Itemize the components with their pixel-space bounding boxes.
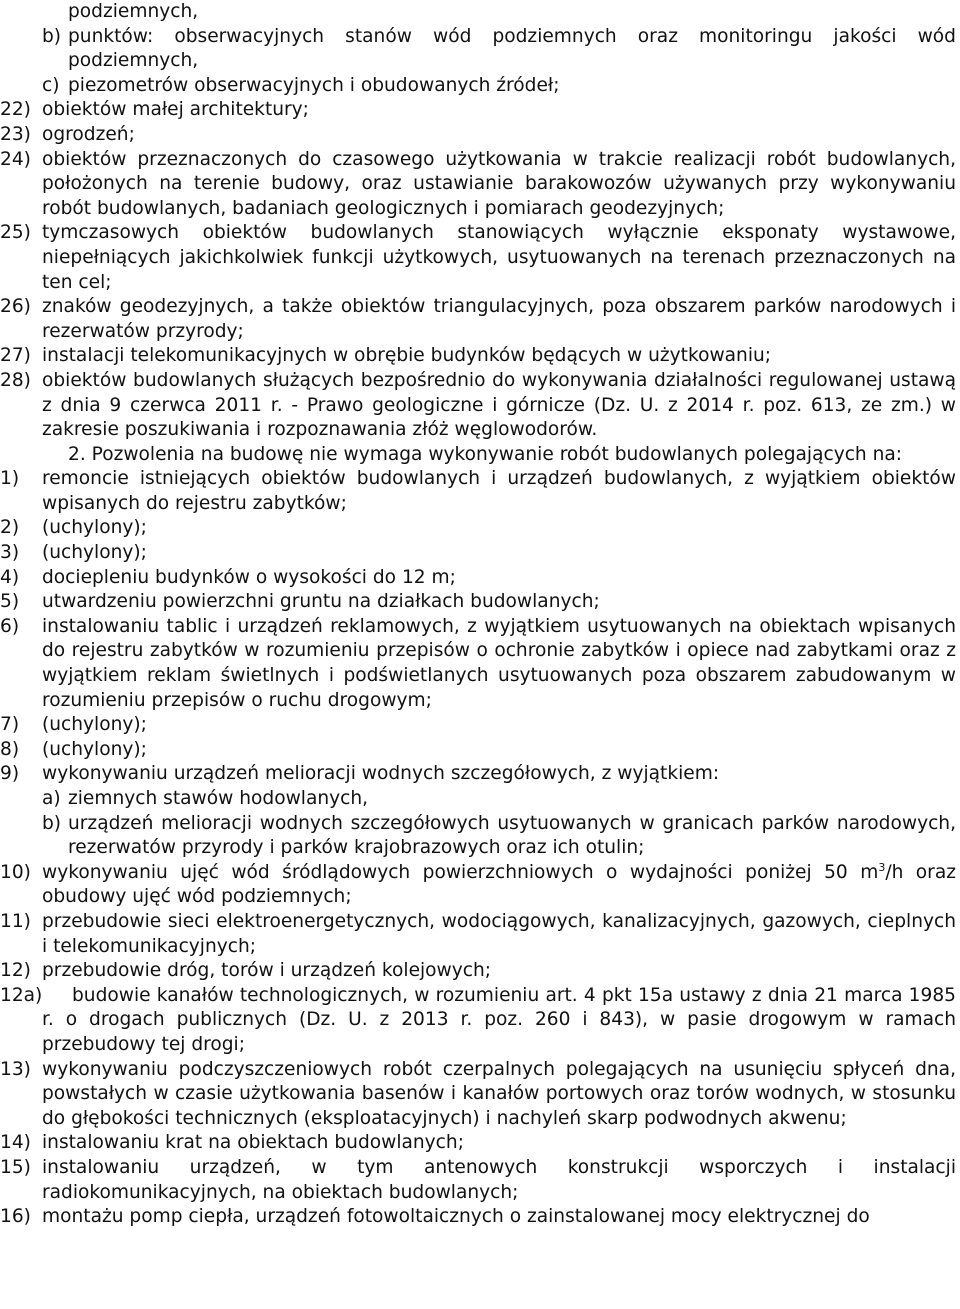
list-item xyxy=(0,123,956,148)
list-item-text-part: /h oraz obudowy ujęć wód podziemnych; xyxy=(42,861,956,908)
list-item-text: punktów: obserwacyjnych stanów wód podziemnych oraz monitoringu jakości wód podziemnych, xyxy=(68,25,956,72)
list-item-text: montażu pomp ciepła, urządzeń fotowoltaicznych o zainstalowanej mocy elektrycznej do xyxy=(42,1206,870,1228)
list-item-text: tymczasowych obiektów budowlanych stanowiących wyłącznie eksponaty wystawowe, niepełniących jakichkolwiek funkcji użytkowych, usytuowanych na terenach przeznaczonych na ten cel; xyxy=(42,222,956,293)
list-marker: c) xyxy=(42,74,60,96)
list-marker: b) xyxy=(42,25,62,47)
list-marker: 12a) xyxy=(0,984,43,1006)
list-item xyxy=(0,984,956,1058)
list-marker: 4) xyxy=(0,566,20,588)
list-marker: 16) xyxy=(0,1206,31,1228)
list-item xyxy=(0,787,956,812)
list-item xyxy=(0,221,956,295)
list-item-text: (uchylony); xyxy=(42,714,147,736)
list-item xyxy=(0,615,956,713)
list-marker: a) xyxy=(42,788,61,809)
list-item xyxy=(0,566,956,591)
list-item xyxy=(0,812,956,861)
list-marker: 11) xyxy=(0,910,31,932)
list-marker: 3) xyxy=(0,542,20,564)
list-marker: b) xyxy=(42,812,62,834)
list-item-text: remoncie istniejących obiektów budowlanych i urządzeń budowlanych, z wyjątkiem obiektów wpisanych do rejestru zabytków; xyxy=(42,468,956,514)
list-item-text: (uchylony); xyxy=(42,542,147,564)
list-item xyxy=(0,1131,956,1156)
list-item-text: wykonywaniu urządzeń melioracji wodnych szczegółowych, z wyjątkiem: xyxy=(42,763,720,785)
list-marker: 12) xyxy=(0,960,31,982)
list-item xyxy=(0,590,956,615)
list-item-text: instalowaniu krat na obiektach budowlanych; xyxy=(42,1132,464,1154)
list-item-text: wykonywaniu podczyszczeniowych robót czerpalnych polegających na usunięciu spłyceń dna, powstałych w czasie użytkowania basenów i kanałów portowych oraz torów wodnych, w stosunku do głębokości technicznych (eksploatacyjnych) i nachyleń skarp podwodnych akwenu; xyxy=(42,1058,956,1129)
list-item-text xyxy=(0,861,956,910)
list-item xyxy=(0,344,956,369)
list-marker: 5) xyxy=(0,591,20,613)
list-marker: 13) xyxy=(0,1058,31,1080)
section-paragraph xyxy=(0,443,956,468)
list-item xyxy=(0,541,956,566)
list-item xyxy=(0,1205,956,1230)
list-item-text: instalowaniu urządzeń, w tym antenowych konstrukcji wsporczych i instalacji radiokomunikacyjnych, na obiektach budowlanych; xyxy=(42,1156,956,1203)
list-marker: 27) xyxy=(0,345,31,367)
list-item xyxy=(0,74,956,99)
list-marker: 22) xyxy=(0,99,31,121)
list-item-text: obiektów małej architektury; xyxy=(42,99,309,121)
list-marker: 7) xyxy=(0,714,20,736)
list-item-text: (uchylony); xyxy=(42,738,147,760)
list-marker: 8) xyxy=(0,738,20,760)
list-item xyxy=(0,295,956,344)
list-marker: 14) xyxy=(0,1132,31,1154)
list-item-text: (uchylony); xyxy=(42,517,147,539)
list-marker: 6) xyxy=(0,615,20,637)
list-item xyxy=(0,1058,956,1132)
list-marker: 24) xyxy=(0,148,31,170)
list-item xyxy=(0,959,956,984)
list-marker: 26) xyxy=(0,296,31,318)
list-marker: 1) xyxy=(0,468,20,490)
list-marker: 9) xyxy=(0,763,20,785)
list-item-text: znaków geodezyjnych, a także obiektów triangulacyjnych, poza obszarem parków narodowych i rezerwatów przyrody; xyxy=(42,296,956,342)
list-item xyxy=(0,1156,956,1205)
list-item-text: dociepleniu budynków o wysokości do 12 m; xyxy=(42,566,456,588)
list-item-text: ogrodzeń; xyxy=(42,123,135,145)
list-item xyxy=(0,369,956,443)
list-item xyxy=(0,25,956,74)
list-marker: 28) xyxy=(0,369,31,391)
list-item-text: przebudowie dróg, torów i urządzeń kolejowych; xyxy=(42,960,492,982)
paragraph-text: 2. Pozwolenia na budowę nie wymaga wykonywanie robót budowlanych polegających na: xyxy=(68,443,903,465)
list-item-text: utwardzeniu powierzchni gruntu na działkach budowlanych; xyxy=(42,591,600,613)
list-marker: 15) xyxy=(0,1156,31,1178)
list-item-text: obiektów budowlanych służących bezpośrednio do wykonywania działalności regulowanej ustawą z dnia 9 czerwca 2011 r. - Prawo geologiczne i górnicze (Dz. U. z 2014 r. poz. 613, ze zm.) w zakresie poszukiwania i rozpoznawania złóż węglowodorów. xyxy=(42,369,956,441)
list-item xyxy=(0,713,956,738)
list-item-text: instalowaniu tablic i urządzeń reklamowych, z wyjątkiem usytuowanych na obiektach wpisanych do rejestru zabytków w rozumieniu przepisów o ochronie zabytków i opiece nad zabytkami oraz z wyjątkiem reklam świetlnych i podświetlanych usytuowanych poza obszarem zabudowanym w rozumieniu przepisów o ruchu drogowym; xyxy=(42,615,956,711)
superscript: 3 xyxy=(878,860,886,874)
text-line xyxy=(0,0,956,25)
list-marker: 23) xyxy=(0,123,31,145)
list-item xyxy=(0,148,956,222)
list-item xyxy=(0,910,956,959)
list-item-text-part: wykonywaniu ujęć wód śródlądowych powierzchniowych o wydajności poniżej 50 m xyxy=(42,861,879,883)
list-item-text: przebudowie sieci elektroenergetycznych, wodociągowych, kanalizacyjnych, gazowych, cieplnych i telekomunikacyjnych; xyxy=(42,910,956,957)
list-marker: 10) xyxy=(0,861,31,883)
list-item xyxy=(0,738,956,763)
list-marker: 2) xyxy=(0,517,20,539)
list-item-text: piezometrów obserwacyjnych i obudowanych źródeł; xyxy=(68,74,560,96)
list-item-text: budowie kanałów technologicznych, w rozumieniu art. 4 pkt 15a ustawy z dnia 21 marca 1985 r. o drogach publicznych (Dz. U. z 2013 r. poz. 260 i 843), w pasie drogowym w ramach przebudowy tej drogi; xyxy=(42,984,956,1055)
list-item xyxy=(0,98,956,123)
paragraph-text: podziemnych, xyxy=(68,1,199,22)
list-item xyxy=(0,861,956,910)
list-item-text: obiektów przeznaczonych do czasowego użytkowania w trakcie realizacji robót budowlanych, położonych na terenie budowy, oraz ustawianie barakowozów używanych przy wykonywaniu robót budowlanych, badaniach geologicznych i pomiarach geodezyjnych; xyxy=(42,148,956,219)
list-item xyxy=(0,516,956,541)
list-item xyxy=(0,762,956,787)
list-item xyxy=(0,467,956,516)
list-item-text: instalacji telekomunikacyjnych w obrębie budynków będących w użytkowaniu; xyxy=(42,345,772,367)
list-item-text: urządzeń melioracji wodnych szczegółowych usytuowanych w granicach parków narodowych, rezerwatów przyrody i parków krajobrazowych oraz ich otulin; xyxy=(68,812,956,859)
list-marker: 25) xyxy=(0,222,31,244)
list-item-text: ziemnych stawów hodowlanych, xyxy=(68,788,369,809)
